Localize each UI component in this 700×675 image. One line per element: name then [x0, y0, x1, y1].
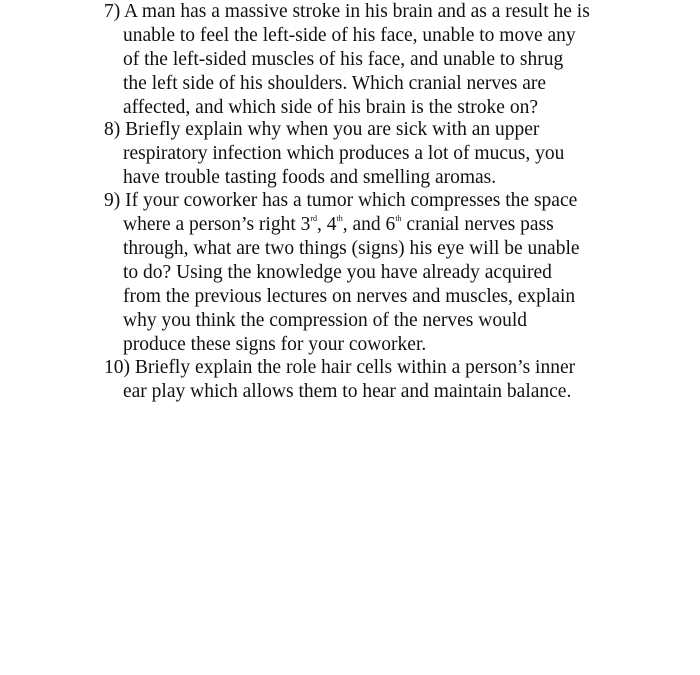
question-8-line-3: have trouble tasting foods and smelling aromas. [123, 167, 497, 188]
question-9-line-6: why you think the compression of the nerves would [123, 310, 528, 331]
question-7-line-5: affected, and which side of his brain is the stroke on? [123, 97, 538, 118]
question-9-line-1: 9) If your coworker has a tumor which compresses the space [104, 190, 578, 211]
question-9-line-5: from the previous lectures on nerves and muscles, explain [123, 286, 576, 307]
question-10-line-2: ear play which allows them to hear and maintain balance. [123, 381, 572, 402]
ordinal-suffix-th-4: th [336, 214, 343, 223]
question-9-line-2-part-3: , and 6 [342, 214, 396, 235]
question-9-line-2-part-4: cranial nerves pass [401, 214, 554, 235]
question-9-line-2-part-2: , 4 [317, 214, 337, 235]
question-9-line-3: through, what are two things (signs) his eye will be unable [123, 238, 580, 259]
question-8-line-1: 8) Briefly explain why when you are sick with an upper [104, 119, 540, 140]
question-8-line-2: respiratory infection which produces a lot of mucus, you [123, 143, 565, 164]
question-9-line-7: produce these signs for your coworker. [123, 334, 427, 355]
question-9-line-4: to do? Using the knowledge you have already acquired [123, 262, 552, 283]
question-10-line-1: 10) Briefly explain the role hair cells within a person’s inner [104, 357, 576, 378]
question-9-line-2 [123, 213, 554, 237]
ordinal-suffix-th-6: th [395, 214, 402, 223]
ordinal-suffix-rd: rd [310, 214, 318, 223]
question-7-line-2: unable to feel the left-side of his face, unable to move any [123, 25, 576, 46]
question-7-line-1: 7) A man has a massive stroke in his brain and as a result he is [104, 1, 590, 22]
question-7-line-4: the left side of his shoulders. Which cranial nerves are [123, 73, 547, 94]
question-7-line-3: of the left-sided muscles of his face, and unable to shrug [123, 49, 564, 70]
question-9-line-2-part-1: where a person’s right 3 [123, 214, 311, 235]
